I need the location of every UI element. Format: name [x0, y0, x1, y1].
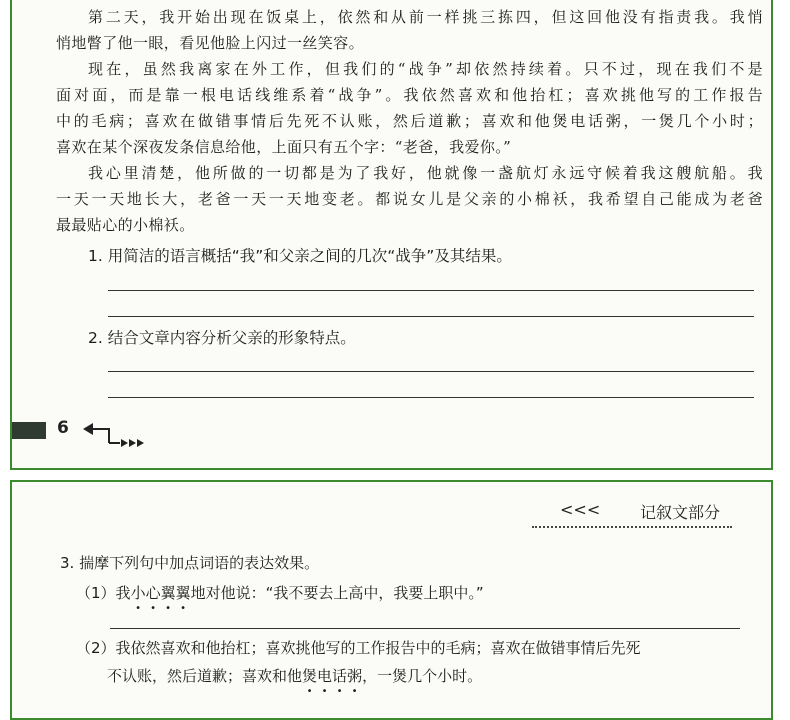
answer-line[interactable]	[108, 371, 754, 372]
question-2: 2. 结合文章内容分析父亲的形象特点。	[88, 329, 356, 347]
story-line: 最最贴心的小棉袄。	[56, 216, 195, 234]
story-line: 喜欢在某个深夜发条信息给他，上面只有五个字：“老爸，我爱你。”	[56, 138, 512, 156]
emphasized-char: 粥	[347, 667, 363, 685]
item-text: 我依然喜欢和他抬杠；喜欢挑他写的工作报告中的毛病；喜欢在做错事情后先死	[115, 639, 641, 657]
question-3-item-2-continued	[107, 665, 482, 687]
story-line: 中的毛病；喜欢在做错事情后先死不认账，然后道歉；喜欢和他煲电话粥，一煲几个小时；	[56, 112, 763, 130]
question-3: 3. 揣摩下列句中加点词语的表达效果。	[60, 554, 320, 572]
question-3-item-2	[76, 637, 641, 659]
answer-line[interactable]	[110, 628, 740, 629]
story-line: 我心里清楚，他所做的一切都是为了我好，他就像一盏航灯永远守候着我这艘航船。我	[88, 164, 763, 182]
item-number: （1）	[76, 584, 116, 602]
story-line: 悄地瞥了他一眼，看见他脸上闪过一丝笑容。	[56, 34, 365, 52]
story-line: 现在，虽然我离家在外工作，但我们的“战争”却依然持续着。只不过，现在我们不是	[88, 60, 763, 78]
item-number: （2）	[76, 639, 116, 657]
story-line: 第二天，我开始出现在饭桌上，依然和从前一样挑三拣四，但这回他没有指责我。我悄	[88, 8, 763, 26]
page-tab-marker	[12, 422, 46, 439]
emphasized-char: 翼	[160, 584, 176, 602]
section-arrows: <<<	[560, 500, 601, 519]
emphasized-char: 心	[145, 584, 161, 602]
answer-line[interactable]	[108, 290, 754, 291]
story-line: 一天一天地长大，老爸一天一天地变老。都说女儿是父亲的小棉袄，我希望自己能成为老爸	[56, 190, 763, 208]
page-6-panel	[10, 0, 773, 470]
answer-line[interactable]	[108, 397, 754, 398]
item-text: ，一煲几个小时。	[362, 667, 483, 685]
answer-line[interactable]	[108, 316, 754, 317]
emphasized-char: 话	[332, 667, 348, 685]
emphasized-char: 煲	[302, 667, 318, 685]
section-label: 记叙文部分	[640, 503, 721, 522]
emphasized-char: 电	[317, 667, 333, 685]
page-number: 6	[57, 418, 69, 438]
question-1: 1. 用简洁的语言概括“我”和父亲之间的几次“战争”及其结果。	[88, 247, 512, 265]
emphasized-char: 小	[130, 584, 146, 602]
page-arrow-icon	[76, 418, 156, 454]
item-text: 地对他说：“我不要去上高中，我要上职中。”	[190, 584, 484, 602]
question-3-item-1	[76, 582, 484, 604]
story-line: 面对面，而是靠一根电话线维系着“战争”。我依然喜欢和他抬杠；喜欢挑他写的工作报告	[56, 86, 763, 104]
section-dotted-rule	[532, 526, 732, 528]
item-text: 不认账，然后道歉；喜欢和他	[107, 667, 303, 685]
emphasized-char: 翼	[175, 584, 191, 602]
item-text: 我	[115, 584, 131, 602]
